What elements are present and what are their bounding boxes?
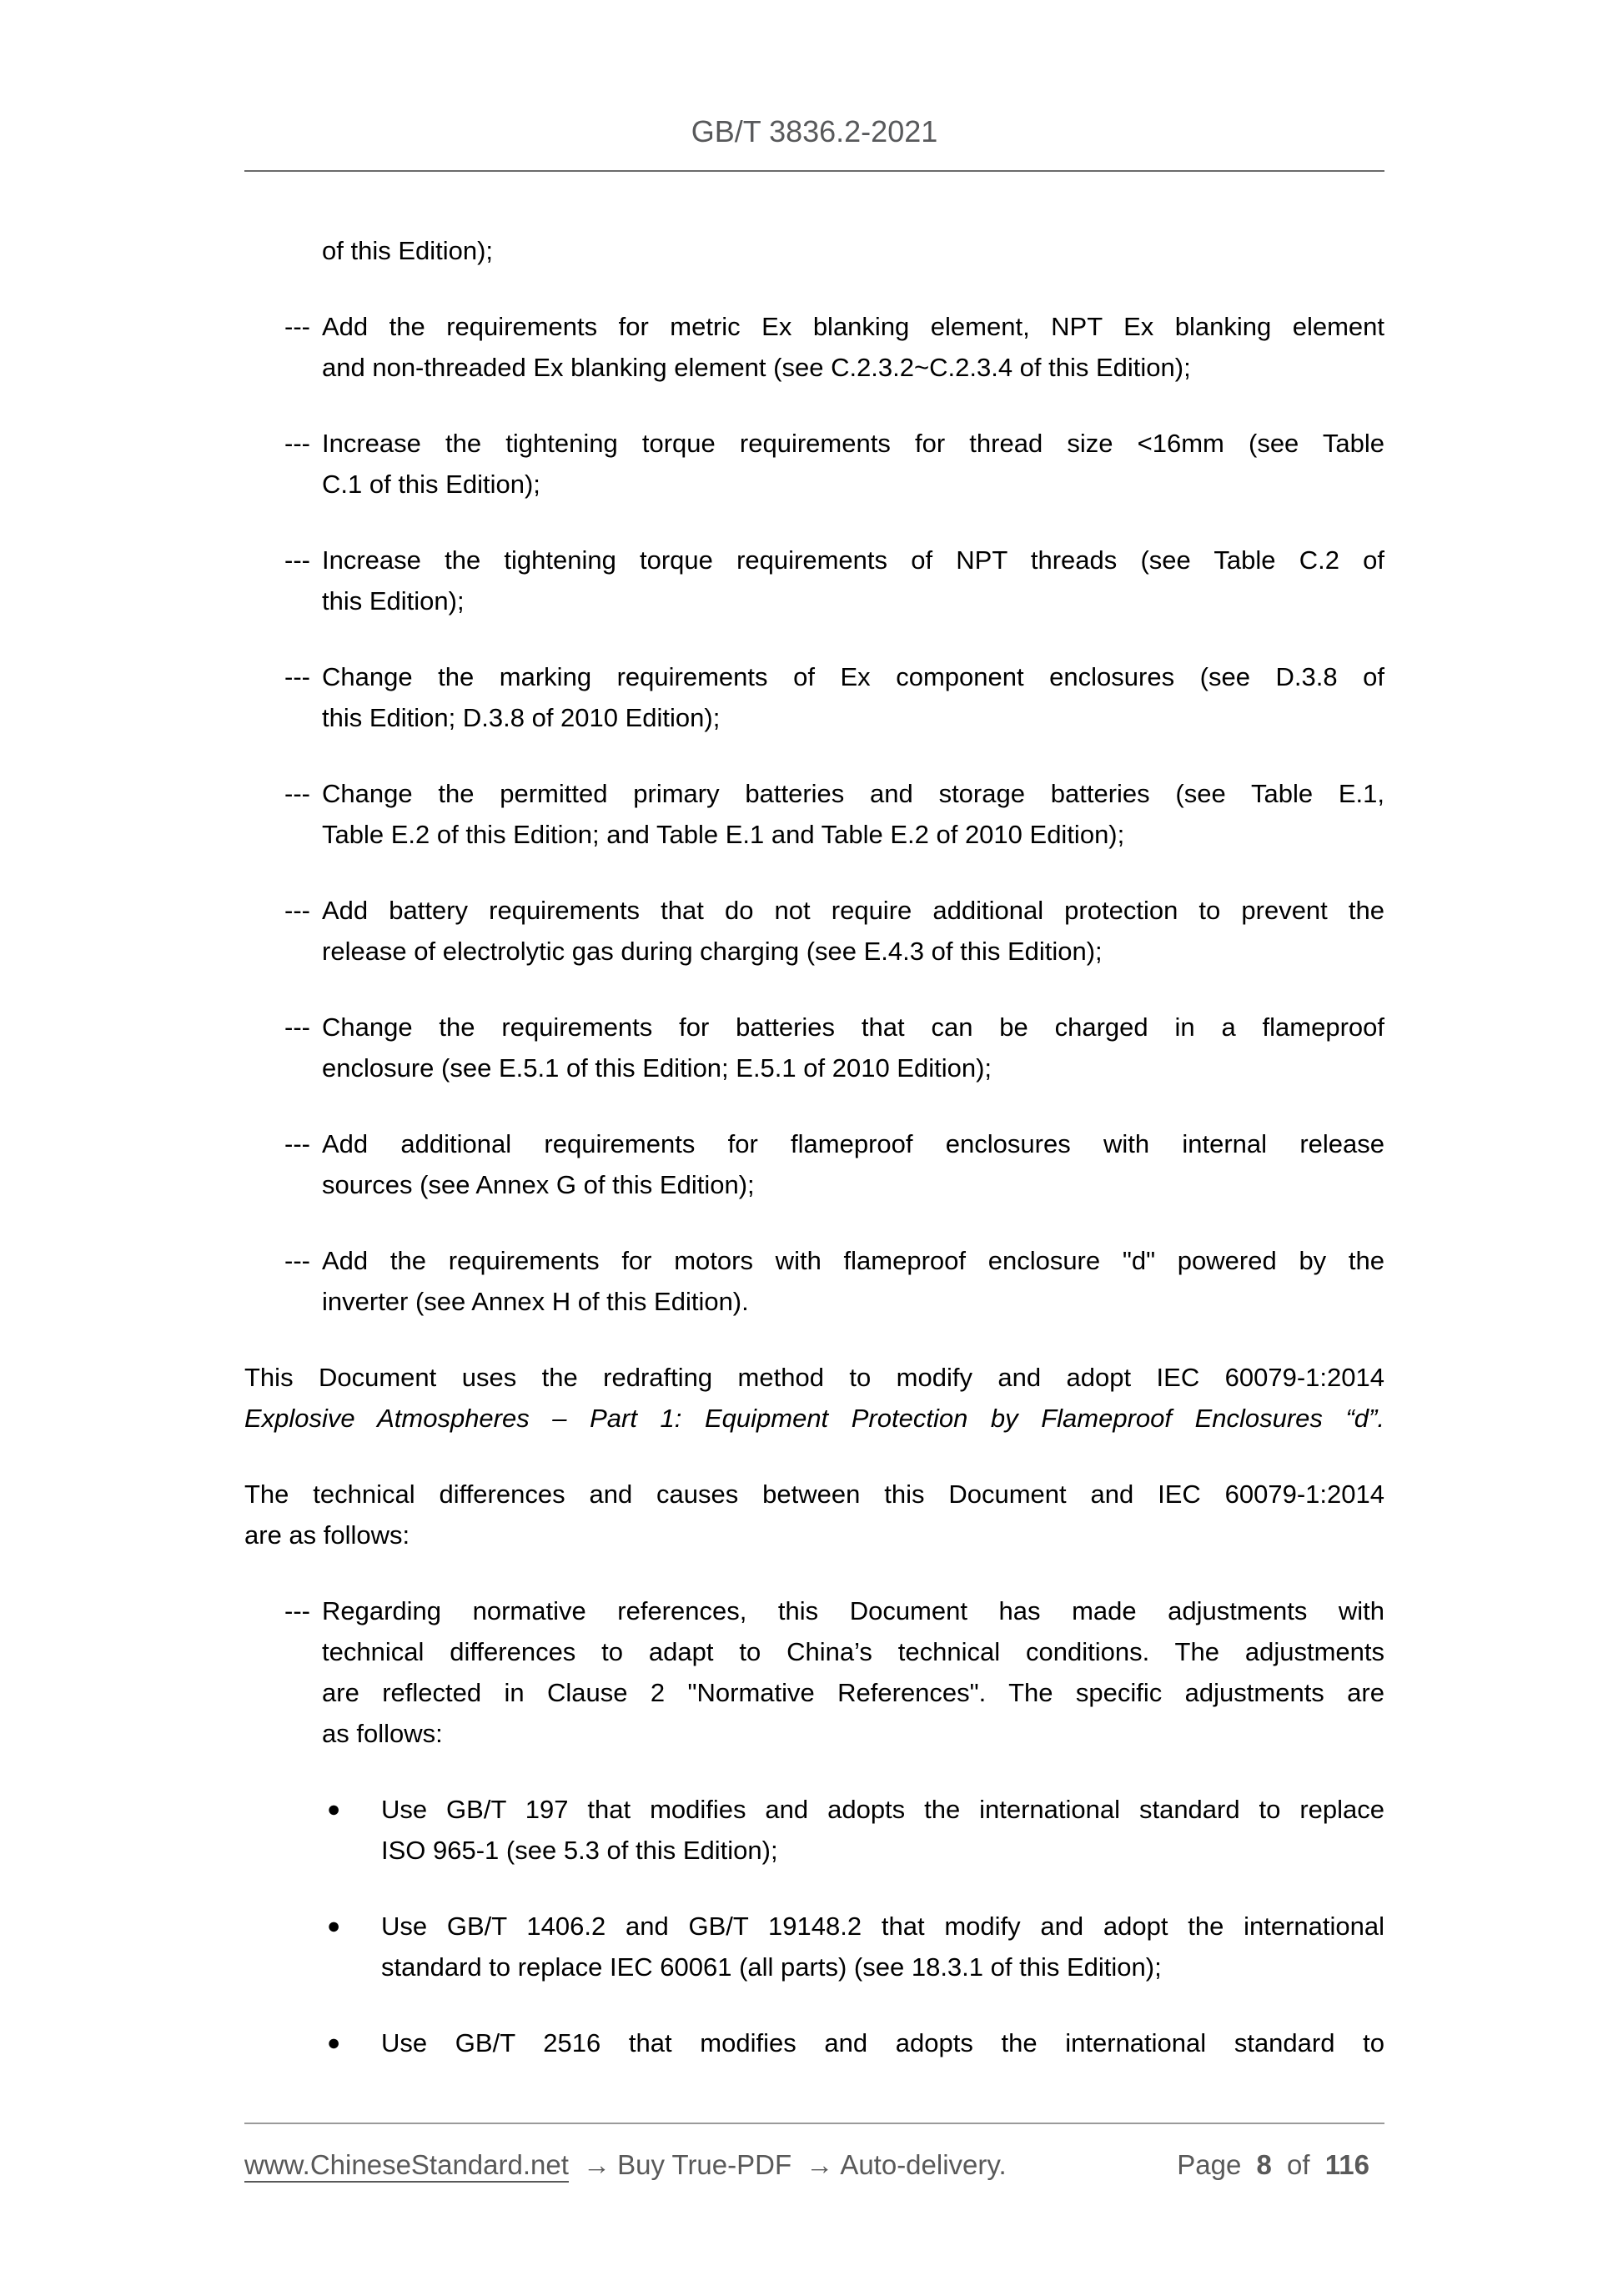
item-line: C.1 of this Edition); (322, 470, 540, 499)
bullet-line: Use GB/T 1406.2 and GB/T 19148.2 that modify and adopt the international (381, 1912, 1384, 1941)
item-line: this Edition); (322, 586, 465, 615)
item-line: sources (see Annex G of this Edition); (322, 1170, 755, 1199)
item-line: technical differences to adapt to China’s technical conditions. The adjustments (322, 1637, 1384, 1666)
adopt-paragraph (244, 1357, 1384, 1439)
dash-marker: --- (284, 545, 310, 575)
item-line: Increase the tightening torque requirements of NPT threads (see Table C.2 of (322, 545, 1384, 575)
dash-item (244, 540, 1384, 621)
bullet-line: standard to replace IEC 60061 (all parts) (see 18.3.1 of this Edition); (381, 1952, 1162, 1982)
item-line: and non-threaded Ex blanking element (see C.2.3.2~C.2.3.4 of this Edition); (322, 353, 1191, 382)
dash-marker: --- (284, 1129, 310, 1158)
dash-item (244, 423, 1384, 505)
item-line: Add the requirements for motors with flameproof enclosure "d" powered by the (322, 1246, 1384, 1275)
item-line: Add the requirements for metric Ex blanking element, NPT Ex blanking element (322, 312, 1384, 341)
dash-marker: --- (284, 1596, 310, 1625)
header-rule (244, 170, 1384, 172)
item-line: Change the marking requirements of Ex component enclosures (see D.3.8 of (322, 662, 1384, 691)
footer-rule (244, 2123, 1384, 2124)
dash-item (244, 1123, 1384, 1205)
bullet-line: Use GB/T 197 that modifies and adopts the international standard to replace (381, 1795, 1384, 1824)
delivery-label: Auto-delivery. (840, 2149, 1007, 2180)
bullet-icon: ● (327, 1796, 341, 1821)
dash-item (244, 656, 1384, 738)
dash-marker: --- (284, 662, 310, 691)
paragraph-line: are as follows: (244, 1520, 410, 1550)
intro-continuation (244, 230, 1384, 271)
bullet-item (244, 1789, 1384, 1871)
arrow-icon: → (583, 2149, 611, 2180)
bullet-icon: ● (327, 2030, 341, 2055)
item-line: enclosure (see E.5.1 of this Edition; E.5.1 of 2010 Edition); (322, 1053, 992, 1083)
bullet-icon: ● (327, 1913, 341, 1938)
item-line: Change the requirements for batteries that can be charged in a flameproof (322, 1012, 1384, 1042)
page-indicator (1177, 2145, 1384, 2185)
page-of-label: of (1287, 2149, 1310, 2180)
dash-marker: --- (284, 896, 310, 925)
dash-item (244, 1590, 1384, 1754)
item-line: Add battery requirements that do not require additional protection to prevent the (322, 896, 1384, 925)
dash-marker: --- (284, 1012, 310, 1042)
page-label: Page (1177, 2149, 1242, 2180)
dash-marker: --- (284, 1246, 310, 1275)
item-line: Increase the tightening torque requirements for thread size <16mm (see Table (322, 429, 1384, 458)
item-line: this Edition; D.3.8 of 2010 Edition); (322, 703, 721, 732)
paragraph-line-italic: Explosive Atmospheres – Part 1: Equipment Protection by Flameproof Enclosures “d”. (244, 1404, 1384, 1433)
item-line: Regarding normative references, this Document has made adjustments with (322, 1596, 1384, 1625)
page-current: 8 (1256, 2149, 1272, 2180)
buy-label: Buy True-PDF (617, 2149, 792, 2180)
differences-paragraph (244, 1474, 1384, 1555)
dash-marker: --- (284, 779, 310, 808)
paragraph-line: The technical differences and causes between this Document and IEC 60079-1:2014 (244, 1480, 1384, 1509)
paragraph-line: This Document uses the redrafting method to modify and adopt IEC 60079-1:2014 (244, 1363, 1384, 1392)
dash-marker: --- (284, 429, 310, 458)
item-line: Add additional requirements for flameproof enclosures with internal release (322, 1129, 1384, 1158)
dash-marker: --- (284, 312, 310, 341)
item-line: are reflected in Clause 2 "Normative References". The specific adjustments are (322, 1678, 1384, 1707)
footer-left (244, 2145, 1007, 2185)
dash-item (244, 890, 1384, 972)
item-line: inverter (see Annex H of this Edition). (322, 1287, 749, 1316)
arrow-icon: → (806, 2149, 834, 2180)
page-total: 116 (1324, 2149, 1369, 2180)
item-line: Change the permitted primary batteries and storage batteries (see Table E.1, (322, 779, 1384, 808)
bullet-item (244, 2022, 1384, 2063)
bullet-item (244, 1906, 1384, 1987)
dash-item (244, 1240, 1384, 1322)
page-footer (244, 2145, 1384, 2185)
paragraph-line: of this Edition); (322, 236, 494, 265)
item-line: as follows: (322, 1719, 443, 1748)
doc-number-title: GB/T 3836.2-2021 (691, 114, 938, 148)
item-line: Table E.2 of this Edition; and Table E.1 and Table E.2 of 2010 Edition); (322, 820, 1125, 849)
page-body (244, 230, 1384, 2098)
bullet-line: Use GB/T 2516 that modifies and adopts the international standard to (381, 2028, 1384, 2057)
dash-item (244, 1007, 1384, 1088)
dash-item (244, 306, 1384, 388)
item-line: release of electrolytic gas during charging (see E.4.3 of this Edition); (322, 937, 1103, 966)
bullet-line: ISO 965-1 (see 5.3 of this Edition); (381, 1836, 778, 1865)
dash-item (244, 773, 1384, 855)
site-link[interactable]: www.ChineseStandard.net (244, 2149, 569, 2183)
